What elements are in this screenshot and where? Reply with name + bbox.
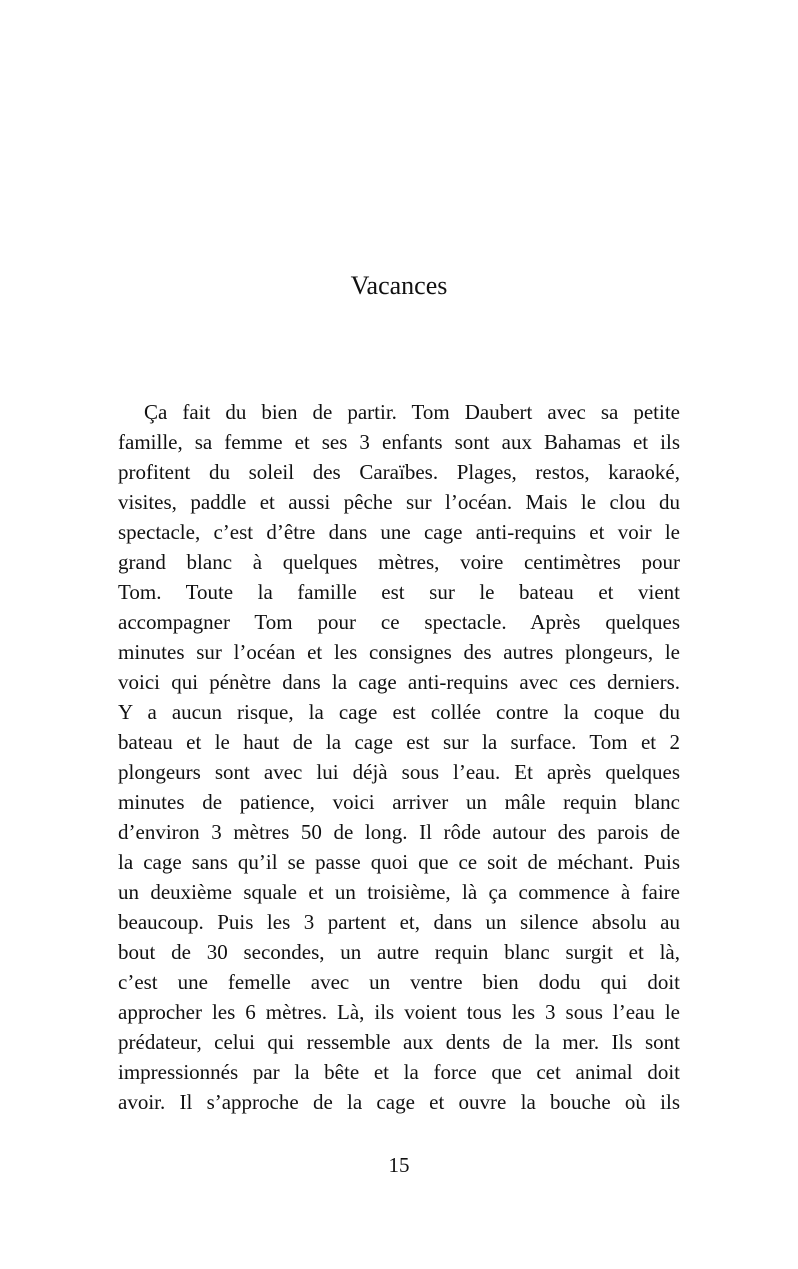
text-line: Tom. Toute la famille est sur le bateau et vient <box>118 580 680 604</box>
text-line: bout de 30 secondes, un autre requin blanc surgit et là, <box>118 940 680 964</box>
text-line: plongeurs sont avec lui déjà sous l’eau. Et après quelques <box>118 760 680 784</box>
text-line: grand blanc à quelques mètres, voire centimètres pour <box>118 550 680 574</box>
text-line: avoir. Il s’approche de la cage et ouvre la bouche où ils <box>118 1090 680 1114</box>
text-line: d’environ 3 mètres 50 de long. Il rôde autour des parois de <box>118 820 680 844</box>
text-line: la cage sans qu’il se passe quoi que ce soit de méchant. Puis <box>118 850 680 874</box>
text-line: profitent du soleil des Caraïbes. Plages, restos, karaoké, <box>118 460 680 484</box>
text-line: voici qui pénètre dans la cage anti-requins avec ces derniers. <box>118 670 680 694</box>
text-line: prédateur, celui qui ressemble aux dents de la mer. Ils sont <box>118 1030 680 1054</box>
text-line: bateau et le haut de la cage est sur la surface. Tom et 2 <box>118 730 680 754</box>
text-line: Ça fait du bien de partir. Tom Daubert avec sa petite <box>144 400 680 424</box>
text-line: un deuxième squale et un troisième, là ça commence à faire <box>118 880 680 904</box>
text-line: visites, paddle et aussi pêche sur l’océan. Mais le clou du <box>118 490 680 514</box>
text-line: famille, sa femme et ses 3 enfants sont aux Bahamas et ils <box>118 430 680 454</box>
page-number: 15 <box>388 1153 410 1177</box>
chapter-title: Vacances <box>350 271 448 300</box>
text-line: approcher les 6 mètres. Là, ils voient tous les 3 sous l’eau le <box>118 1000 680 1024</box>
text-line: minutes de patience, voici arriver un mâle requin blanc <box>118 790 680 814</box>
text-line: minutes sur l’océan et les consignes des autres plongeurs, le <box>118 640 680 664</box>
text-line: c’est une femelle avec un ventre bien dodu qui doit <box>118 970 680 994</box>
text-line: spectacle, c’est d’être dans une cage anti-requins et voir le <box>118 520 680 544</box>
text-line: Y a aucun risque, la cage est collée contre la coque du <box>118 700 680 724</box>
text-line: beaucoup. Puis les 3 partent et, dans un silence absolu au <box>118 910 680 934</box>
body-text <box>118 397 680 1117</box>
text-line: impressionnés par la bête et la force que cet animal doit <box>118 1060 680 1084</box>
text-line: accompagner Tom pour ce spectacle. Après quelques <box>118 610 680 634</box>
